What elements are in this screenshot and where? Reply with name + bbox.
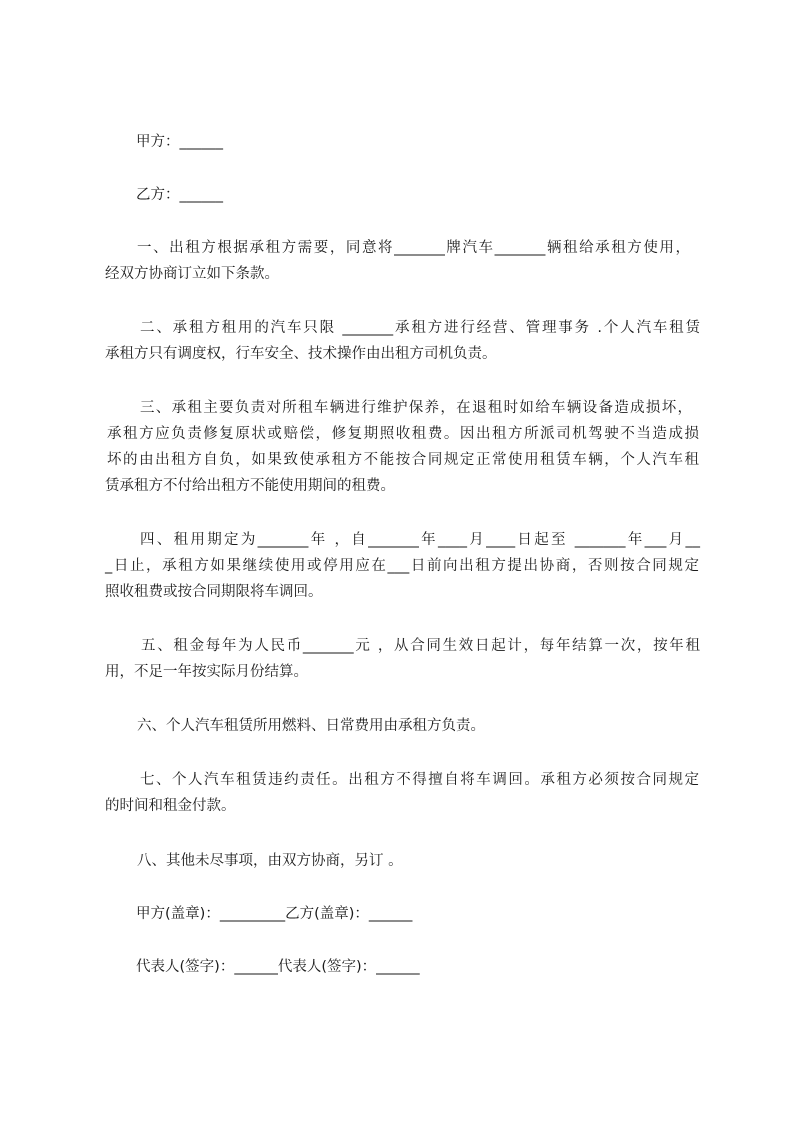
clause-4-line-3: 照收租费或按合同期限将车调回。 — [105, 584, 323, 600]
clause-3-line-1: 三、承租主要负责对所租车辆进行维护保养，在退租时如给车辆设备造成损坏， — [140, 400, 692, 416]
clause-4-line-1: 四、租用期定为_______年 ，自_______年____月____日起至 _______年___月__ — [140, 532, 700, 548]
signature-seal-line: 甲方(盖章)：_________乙方(盖章)：______ — [136, 906, 413, 922]
clause-1-line-1: 一、出租方根据承租方需要，同意将_______牌汽车_______辆租给承租方使用， — [137, 240, 690, 256]
clause-2-line-2: 承租方只有调度权，行车安全、技术操作由出租方司机负责。 — [105, 346, 497, 362]
clause-4-line-2: _日止，承租方如果继续使用或停用应在___日前向出租方提出协商，否则按合同规定 — [105, 558, 699, 574]
clause-5-line-2: 用，不足一年按实际月份结算。 — [105, 664, 308, 680]
clause-7-line-1: 七、个人汽车租赁违约责任。出租方不得擅自将车调回。承租方必须按合同规定 — [140, 772, 699, 788]
party-a-line: 甲方：______ — [136, 134, 223, 150]
clause-8-line-1: 八、其他未尽事项，由双方协商，另订 。 — [137, 853, 403, 869]
clause-3-line-4: 赁承租方不付给出租方不能使用期间的租费。 — [105, 478, 395, 494]
party-b-line: 乙方：______ — [136, 187, 223, 203]
clause-5-line-1: 五、租金每年为人民币_______元 ，从合同生效日起计，每年结算一次，按年租 — [141, 638, 700, 654]
clause-3-line-2: 承租方应负责修复原状或赔偿，修复期照收租费。因出租方所派司机驾驶不当造成损 — [107, 426, 699, 442]
clause-2-line-1: 二、承租方租用的汽车只限 _______承租方进行经营、管理事务 .个人汽车租赁 — [140, 320, 700, 336]
clause-6-line-1: 六、个人汽车租赁所用燃料、日常费用由承租方负责。 — [137, 718, 485, 734]
clause-1-line-2: 经双方协商订立如下条款。 — [105, 266, 279, 282]
clause-3-line-3: 坏的由出租方自负，如果致使承租方不能按合同规定正常使用租赁车辆，个人汽车租 — [107, 452, 699, 468]
clause-7-line-2: 的时间和租金付款。 — [105, 798, 236, 814]
signature-representative-line: 代表人(签字)：______代表人(签字)：______ — [136, 959, 420, 975]
